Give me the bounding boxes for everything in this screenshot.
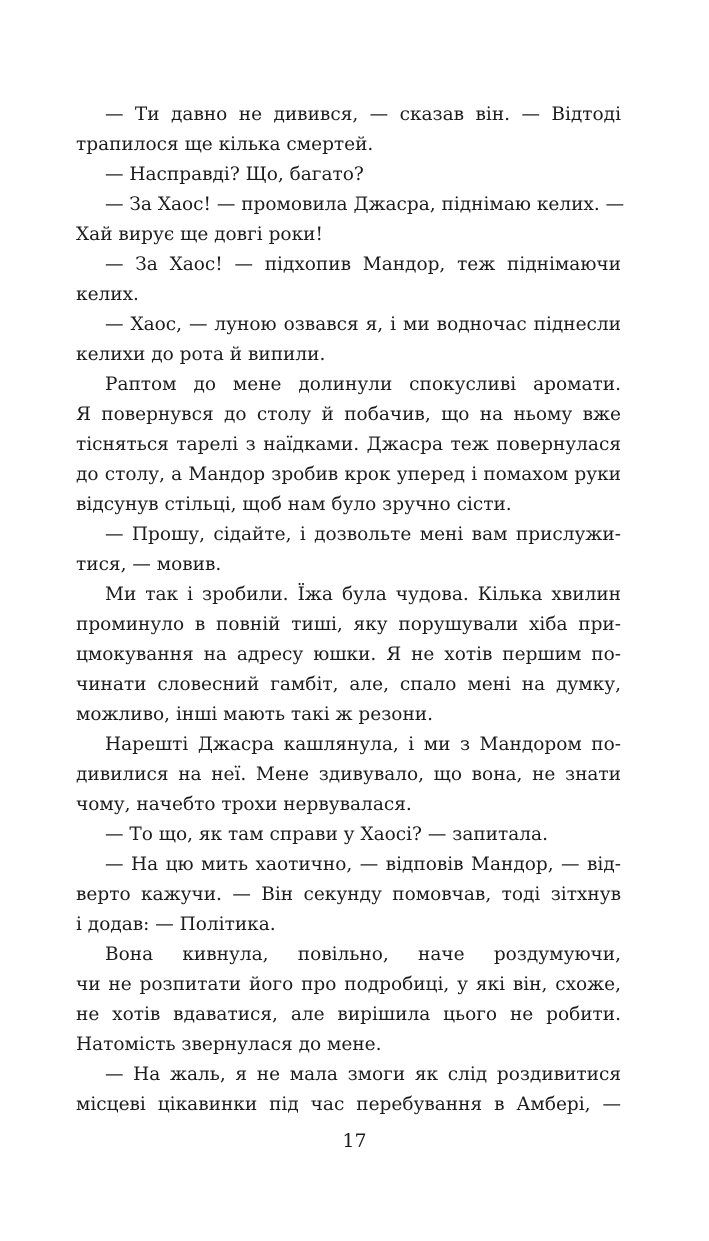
body-text (76, 100, 625, 1120)
text-line: не хотів вдаватися, але вирішила цього не робити. (76, 1004, 621, 1025)
text-line: верто кажучи. — Він секунду помовчав, тоді зітхнув (76, 884, 621, 905)
text-line: дивилися на неї. Мене здивувало, що вона, не знати (76, 764, 621, 785)
text-line: до столу, а Мандор зробив крок уперед і помахом руки (76, 464, 621, 485)
text-line: Натомість звернулася до мене. (76, 1034, 382, 1055)
text-line: чинати словесний гамбіт, але, спало мені на думку, (76, 674, 621, 695)
text-line: Нарешті Джасра кашлянула, і ми з Мандором по- (105, 734, 621, 755)
text-line: келих. (76, 284, 139, 305)
text-line: Ми так і зробили. Їжа була чудова. Кілька хвилин (105, 584, 621, 605)
text-line: — То що, як там справи у Хаосі? — запитала. (105, 824, 548, 845)
text-line: келихи до рота й випили. (76, 344, 326, 365)
text-line: чому, начебто трохи нервувалася. (76, 794, 412, 815)
text-line: можливо, інші мають такі ж резони. (76, 704, 433, 725)
text-line: тісняться тарелі з наїдками. Джасра теж повернулася (76, 434, 621, 455)
text-line: — За Хаос! — промовила Джасра, піднімаю келих. — (105, 194, 625, 215)
text-line: — Насправді? Що, багато? (105, 164, 364, 185)
text-line: — Хаос, — луною озвався я, і ми водночас піднесли (105, 314, 621, 335)
text-line: — На цю мить хаотично, — відповів Мандор, — від- (105, 854, 621, 875)
page-number: 17 (342, 1130, 367, 1152)
text-line: Вона кивнула, повільно, наче роздумуючи, (105, 944, 621, 965)
text-line: чи не розпитати його про подробиці, у які він, схоже, (76, 974, 621, 995)
text-line: Раптом до мене долинули спокусливі аромати. (105, 374, 621, 395)
text-line: цмокування на адресу юшки. Я не хотів першим по- (76, 644, 621, 665)
text-line: — Прошу, сідайте, і дозвольте мені вам прислужи- (105, 524, 621, 545)
text-line: — Ти давно не дивився, — сказав він. — Відтоді (105, 104, 621, 125)
text-line: Хай вирує ще довгі роки! (76, 224, 323, 245)
text-line: тися, — мовив. (76, 554, 222, 575)
text-line: відсунув стільці, щоб нам було зручно сісти. (76, 494, 512, 515)
text-line: місцеві цікавинки під час перебування в Амбері, — (76, 1094, 621, 1115)
text-line: проминуло в повній тиші, яку порушували хіба при- (76, 614, 621, 635)
text-line: Я повернувся до столу й побачив, що на ньому вже (76, 404, 621, 425)
text-line: і додав: — Політика. (76, 914, 276, 935)
text-line: — На жаль, я не мала змоги як слід роздивитися (105, 1064, 621, 1085)
text-line: трапилося ще кілька смертей. (76, 134, 374, 155)
text-line: — За Хаос! — підхопив Мандор, теж піднімаючи (105, 254, 621, 275)
